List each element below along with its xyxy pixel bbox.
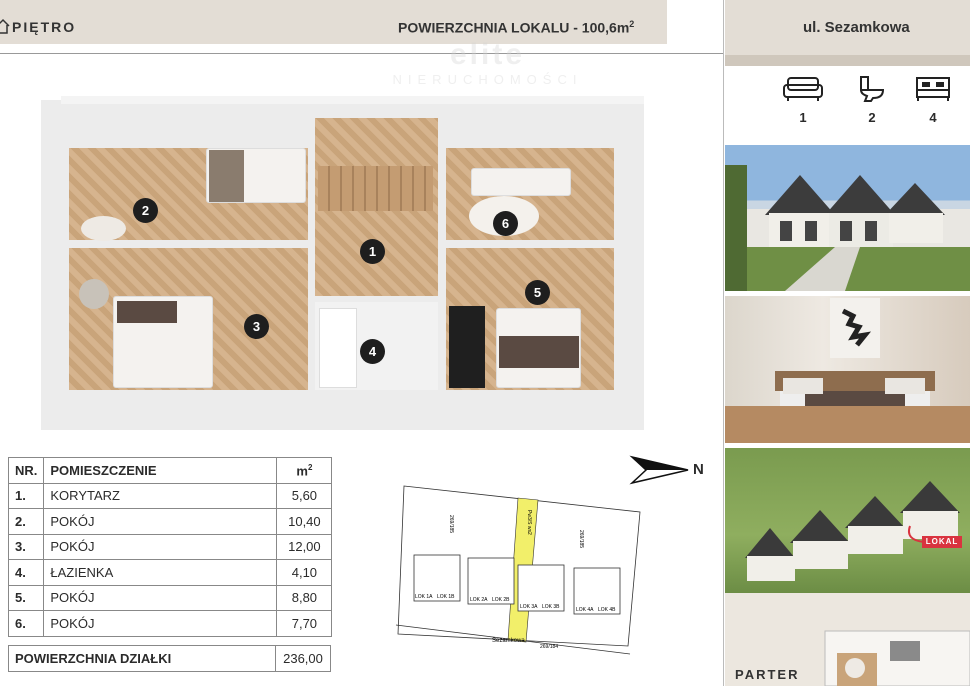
house-icon [0,18,10,34]
plot-area-label: POWIERZCHNIA DZIAŁKI [9,646,276,672]
table-row: 1. KORYTARZ 5,60 [9,483,332,509]
parcel-label: 269/185 [448,515,454,534]
room-badge: 1 [360,239,385,264]
unit-area-label: POWIERZCHNIA LOKALU - $100,6m^2$ [398,19,635,36]
toilet-icon [857,76,887,102]
col-nr: NR. [9,458,44,484]
room-badge: 3 [244,314,269,339]
amenity-sofa: 1 [778,76,828,125]
lokal-tag: LOKAL [922,536,962,548]
lot-label: LOK 4B [598,607,616,613]
col-room: POMIESZCZENIE [44,458,277,484]
amenity-strip [725,55,970,66]
north-arrow-icon [628,453,690,487]
north-label: N [693,461,704,478]
parcel-label: 269/185 [578,530,584,549]
table-row: 4. ŁAZIENKA 4,10 [9,560,332,586]
plot-area-table [8,645,331,672]
street-name: ul. Sezamkowa [803,19,910,36]
room-badge: 2 [133,198,158,223]
lot-label: LOK 2A [470,597,488,603]
table-header [9,458,332,484]
lot-label: LOK 3B [542,604,560,610]
divider [723,0,724,686]
rooms-table [8,457,332,637]
floor-plan [41,96,644,430]
room-badge: 6 [493,211,518,236]
lot-label: LOK 2B [492,597,510,603]
room-badge: 5 [525,280,550,305]
parcel-label: Pw3/S ws2 [526,510,532,535]
bed-icon [915,76,951,102]
floor-label: PIĘTRO [12,19,77,35]
col-area: $m^2$ [277,458,332,484]
lot-label: LOK 4A [576,607,594,613]
bedroom-photo [725,296,970,443]
parcel-label: 269/184 [540,644,559,650]
ground-floor-label: PARTER [735,667,800,682]
table-row [9,646,331,672]
plot-area-value: 236,00 [276,646,331,672]
site-plan [390,470,645,660]
amenity-toilet: 2 [847,76,897,125]
section-strip [725,593,970,613]
lot-label: LOK 3A [520,604,538,610]
table-row: 3. POKÓJ 12,00 [9,534,332,560]
lot-label: LOK 1A [415,594,433,600]
street-label: Sezamkowa [492,638,525,644]
amenity-bed: 4 [908,76,958,125]
exterior-photo [725,145,970,291]
aerial-photo [725,448,970,593]
table-row: 5. POKÓJ 8,80 [9,585,332,611]
table-row: 2. POKÓJ 10,40 [9,509,332,535]
room-badge: 4 [360,339,385,364]
sofa-icon [782,76,824,102]
divider [0,53,723,54]
lot-label: LOK 1B [437,594,455,600]
watermark: elite NIERUCHOMOŚCI [392,38,583,87]
table-row: 6. POKÓJ 7,70 [9,611,332,637]
